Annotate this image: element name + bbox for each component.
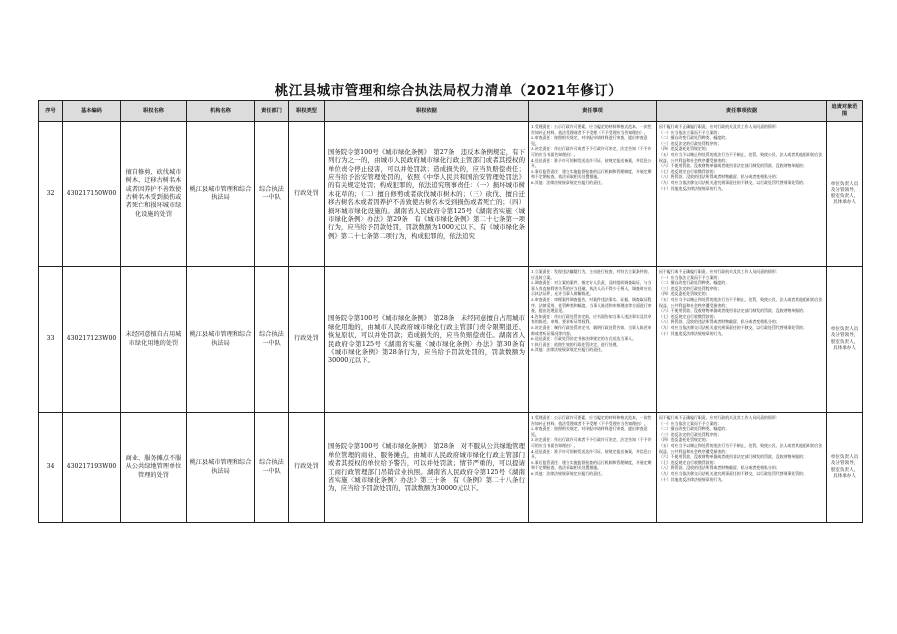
cell-seq: 32 bbox=[39, 122, 63, 267]
duty-basis-item: （二）擅自改变行政处罚种类、幅度的； bbox=[659, 426, 730, 432]
cell-object: 单位负责人员及分管领导，股室负责人，具体承办人 bbox=[827, 122, 863, 267]
duty-basis-item: （四）违反委托处罚规定的； bbox=[659, 146, 710, 152]
duty-basis-item: （五）对应当予以制止和处罚的违法行为不予制止、处罚，致使公民、法人或者其他组织的合法权益、公共利益和社会秩序遭受损害的； bbox=[659, 442, 823, 454]
duty-item: 7.执行责任：依照生效的行政处罚决定，进行处理。 bbox=[531, 341, 621, 347]
duty-basis-item: （八）将罚款、没收的违法所得或者财物截留、私分或者变相私分的； bbox=[659, 319, 780, 325]
duty-item: 4.送达责任：准予许可的制发送达许可证，按规定报送备案，并信息公开。 bbox=[531, 448, 652, 460]
cell-duty-basis bbox=[657, 267, 827, 413]
duty-item: 1.立案责任：发现违法嫌疑行为，主动进行检查，对符合立案条件的，应及时立案。 bbox=[531, 269, 652, 280]
duty-basis-item: （二）擅自改变行政处罚种类、幅度的； bbox=[659, 280, 730, 286]
cell-org: 桃江县城市管理和综合执法局 bbox=[187, 413, 255, 523]
duty-item: 3.决定责任：作出行政许可或者不予行政许可决定，法定告知（不予许可的应当书面告知理由）。 bbox=[531, 146, 652, 157]
cell-type: 行政处罚 bbox=[289, 122, 325, 267]
duty-basis-item: （三）违反法定的行政处罚程序的； bbox=[659, 431, 722, 437]
duty-item: 5.事后监管责任：建立实施监督检查的运行机制和管理制度，开展定期和不定期检查，依法采取相关处置措施。 bbox=[531, 168, 652, 180]
duty-item: 1.受理责任：公示行政许可要素，应当履定的材料和格式范本，一次性告知补正材料，依法受理或者不予受理（不予受理应当告知理由）。 bbox=[531, 124, 652, 135]
duty-basis-item: （四）违反委托处罚规定的； bbox=[659, 291, 710, 297]
cell-type: 行政处罚 bbox=[289, 267, 325, 413]
duty-item: 4.送达责任：准予许可的制发送达许可证，按规定报送备案，并信息公开。 bbox=[531, 157, 652, 169]
table-row bbox=[39, 413, 863, 523]
header-type: 职权类型 bbox=[289, 101, 325, 122]
duty-basis-item: （一）应当依法立案而不予立案的； bbox=[659, 420, 722, 426]
cell-type: 行政处罚 bbox=[289, 413, 325, 523]
duty-basis-item: （十）其他违反法律法规规章的行为。 bbox=[659, 330, 726, 336]
duty-item: 6.送达责任：行政处罚决定书按法律规定的方式送达当事人。 bbox=[531, 336, 636, 342]
header-duty: 责任事项 bbox=[529, 101, 657, 122]
cell-duty-basis bbox=[657, 122, 827, 267]
duty-item: 8.其他：法律法规规章规定应履行的责任。 bbox=[531, 347, 605, 353]
duty-basis-item: 因不履行或不正确履行职责，应对行政机关及其工作人员问责的情形： bbox=[659, 269, 780, 274]
header-name: 职权名称 bbox=[121, 101, 187, 122]
cell-object: 单位负责人员及分管领导，股室负责人，具体承办人 bbox=[827, 413, 863, 523]
duty-item: 2.审查责任：按照相关规定，对申报申请材料进行审查，提出审查意见。 bbox=[531, 426, 648, 437]
header-basis: 职权依据 bbox=[325, 101, 529, 122]
cell-seq: 33 bbox=[39, 267, 63, 413]
cell-object: 单位负责人员及分管领导，股室负责人，具体承办人 bbox=[827, 267, 863, 413]
duty-basis-item: （四）违反委托处罚规定的； bbox=[659, 437, 710, 443]
cell-dept: 综合执法一中队 bbox=[255, 267, 289, 413]
duty-basis-item: 因不履行或不正确履行职责，应对行政机关及其工作人员问责的情形： bbox=[659, 415, 780, 420]
duty-basis-item: （六）不使用罚款、没收财物单据或者使用非法定部门制发的罚款、没收财物单据的； bbox=[659, 163, 807, 169]
duty-item: 2.调查责任：对立案的案件，指定专人负责，及时组织调查取证，与当事人有直接利害关系的应当回避。执法人员不得少于两人，调查时应出示执法证件，允许当事人辩解陈述。 bbox=[531, 280, 652, 297]
cell-code: 430217123W00 bbox=[63, 267, 121, 413]
duty-basis-item: （十）其他违反法律法规规章的行为。 bbox=[659, 185, 726, 191]
duty-item: 2.审查责任：按照相关规定，对申报申请材料进行审查，提出审查意见。 bbox=[531, 135, 648, 146]
cell-seq: 34 bbox=[39, 413, 63, 523]
header-object: 追责对象范围 bbox=[827, 101, 863, 122]
header-code: 基本编码 bbox=[63, 101, 121, 122]
duty-item: 6.其他：法律法规规章规定应履行的责任。 bbox=[531, 179, 605, 185]
cell-org: 桃江县城市管理和综合执法局 bbox=[187, 267, 255, 413]
cell-basis: 国务院令第100号《城市绿化条例》 第27条 违反本条例规定，有下列行为之一的，由城市人民政府城市绿化行政主管部门或者其授权的单位责令停止侵害，可以并处罚款；造成损失的，应当负赔偿责任；应当给予治安管理处罚的，依照《中华人民共和国治安管理处罚法》的有关规定处罚；构成犯罪的，依法追究刑事责任：（一）损坏城市树木花草的；（二）擅自修剪或者砍伐城市树木的；（三）砍伐、擅自迁移古树名木或者因养护不善致使古树名木受到损伤或者死亡的；（四）损坏城市绿化设施的。湖南省人民政府令第125号《湖南省实施〈城市绿化条例〉办法》第29条 有《城市绿化条例》第二十七条第一项行为，应当给予罚款处罚，罚款数额为1000元以下。有《城市绿化条例》第二十七条第二项行为，构成犯罪的，依法追究 bbox=[325, 122, 529, 267]
header-duty-basis: 责任事项依据 bbox=[657, 101, 827, 122]
duty-basis-item: （八）将罚款、没收的违法所得或者财物截留、私分或者变相私分的； bbox=[659, 465, 780, 471]
duty-basis-item: （十）其他违反法律法规规章的行为。 bbox=[659, 476, 726, 482]
header-seq: 序号 bbox=[39, 101, 63, 122]
duty-item: 3.决定责任：作出行政许可或者不予行政许可决定，法定告知（不予许可的应当书面告知理由）。 bbox=[531, 437, 652, 448]
cell-duty bbox=[529, 267, 657, 413]
cell-name: 擅自修剪、砍伐城市树木、迁移古树名木或者因养护不善致使古树名木受到损伤或者死亡和损坏城市绿化设施的处罚 bbox=[121, 122, 187, 267]
duty-basis-item: 因不履行或不正确履行职责，应对行政机关及其工作人员问责的情形： bbox=[659, 124, 780, 129]
duty-basis-item: （五）对应当予以制止和处罚的违法行为不予制止、处罚，致使公民、法人或者其他组织的合法权益、公共利益和社会秩序遭受损害的； bbox=[659, 151, 823, 163]
duty-basis-item: （七）违反规定自行收缴罚款的； bbox=[659, 313, 718, 319]
duty-item: 6.其他：法律法规规章规定应履行的责任。 bbox=[531, 470, 605, 476]
duty-basis-item: （五）对应当予以制止和处罚的违法行为不予制止、处罚，致使公民、法人或者其他组织的合法权益、公共利益和社会秩序遭受损害的； bbox=[659, 296, 823, 308]
cell-code: 430217193W00 bbox=[63, 413, 121, 523]
duty-basis-item: （九）对应当依法移交司法机关追究刑事责任的不移交，以行政处罚代替刑事处罚的； bbox=[659, 470, 807, 476]
header-row bbox=[39, 101, 863, 122]
duty-basis-item: （三）违反法定的行政处罚程序的； bbox=[659, 285, 722, 291]
duty-item: 1.受理责任：公示行政许可要素，应当履定的材料和格式范本，一次性告知补正材料，依法受理或者不予受理（不予受理应当告知理由）。 bbox=[531, 415, 652, 426]
duty-basis-item: （七）违反规定自行收缴罚款的； bbox=[659, 459, 718, 465]
cell-basis: 国务院令第100号《城市绿化条例》 第28条 未经同意擅自占用城市绿化用地的，由城市人民政府城市绿化行政主管部门责令限期退还、恢复原状，可以并处罚款；造成损失的，应当负赔偿责任。湖南省人民政府令第125号《湖南省实施〈城市绿化条例〉办法》第30条有《城市绿化条例》第28条行为，应当给予罚款处罚的，罚款数额为30000元以下。 bbox=[325, 267, 529, 413]
table-row bbox=[39, 267, 863, 413]
duty-basis-item: （六）不使用罚款、没收财物单据或者使用非法定部门制发的罚款、没收财物单据的； bbox=[659, 308, 807, 314]
duty-item: 3.审查责任：审理案件调查报告，对案件违法事实、证据、调查取证程序、法律适用、处罚种类和幅度、当事人陈述和申辩理由等方面进行审查，提出处理意见。 bbox=[531, 296, 652, 314]
header-dept: 责任部门 bbox=[255, 101, 289, 122]
duty-basis-item: （六）不使用罚款、没收财物单据或者使用非法定部门制发的罚款、没收财物单据的； bbox=[659, 454, 807, 460]
duty-basis-item: （七）违反规定自行收缴罚款的； bbox=[659, 168, 718, 174]
duty-basis-item: （一）应当依法立案而不予立案的； bbox=[659, 129, 722, 135]
duty-basis-item: （九）对应当依法移交司法机关追究刑事责任的不移交，以行政处罚代替刑事处罚的； bbox=[659, 324, 807, 330]
cell-basis: 国务院令第100号《城市绿化条例》 第28条 对不服从公共绿地管理单位管理的商业、服务摊点，由城市人民政府城市绿化行政主管部门或者其授权的单位给予警告，可以并处罚款；情节严重的，可以提请工商行政管理部门吊销营业执照。湖南省人民政府令第125号《湖南省实施〈城市绿化条例〉办法》第三十条 有《条例》第二十八条行为，应当给予罚款处罚的，罚款数额为30000元以下。 bbox=[325, 413, 529, 523]
cell-dept: 综合执法一中队 bbox=[255, 122, 289, 267]
duty-item: 5.决定责任：制作行政处罚决定书，载明行政处罚告知、当事人陈述申辩或者听证情况等内容。 bbox=[531, 324, 652, 336]
duty-basis-item: （二）擅自改变行政处罚种类、幅度的； bbox=[659, 135, 730, 141]
duty-item: 4.告知责任：作出行政处罚决定前，应书面告知当事人违法事实及其享有的陈述、申辩、要求听证等权利。 bbox=[531, 313, 652, 325]
duty-basis-item: （三）违反法定的行政处罚程序的； bbox=[659, 140, 722, 146]
cell-duty-basis bbox=[657, 413, 827, 523]
page-title: 桃江县城市管理和综合执法局权力清单（2021年修订） bbox=[274, 83, 623, 99]
cell-code: 430217150W00 bbox=[63, 122, 121, 267]
cell-dept: 综合执法一中队 bbox=[255, 413, 289, 523]
cell-duty bbox=[529, 122, 657, 267]
cell-name: 未经同意擅自占用城市绿化用地的处罚 bbox=[121, 267, 187, 413]
duty-basis-item: （九）对应当依法移交司法机关追究刑事责任的不移交，以行政处罚代替刑事处罚的； bbox=[659, 179, 807, 185]
table-row bbox=[39, 122, 863, 267]
cell-name: 商业、服务摊点不服从公共绿地管理单位管理的处罚 bbox=[121, 413, 187, 523]
header-org: 机构名称 bbox=[187, 101, 255, 122]
duty-basis-item: （一）应当依法立案而不予立案的； bbox=[659, 274, 722, 280]
cell-org: 桃江县城市管理和综合执法局 bbox=[187, 122, 255, 267]
cell-duty bbox=[529, 413, 657, 523]
duty-basis-item: （八）将罚款、没收的违法所得或者财物截留、私分或者变相私分的； bbox=[659, 174, 780, 180]
power-list-table bbox=[38, 100, 863, 523]
duty-item: 5.事后监管责任：建立实施监督检查的运行机制和管理制度，开展定期和不定期检查，依法采取相关处置措施。 bbox=[531, 459, 652, 471]
